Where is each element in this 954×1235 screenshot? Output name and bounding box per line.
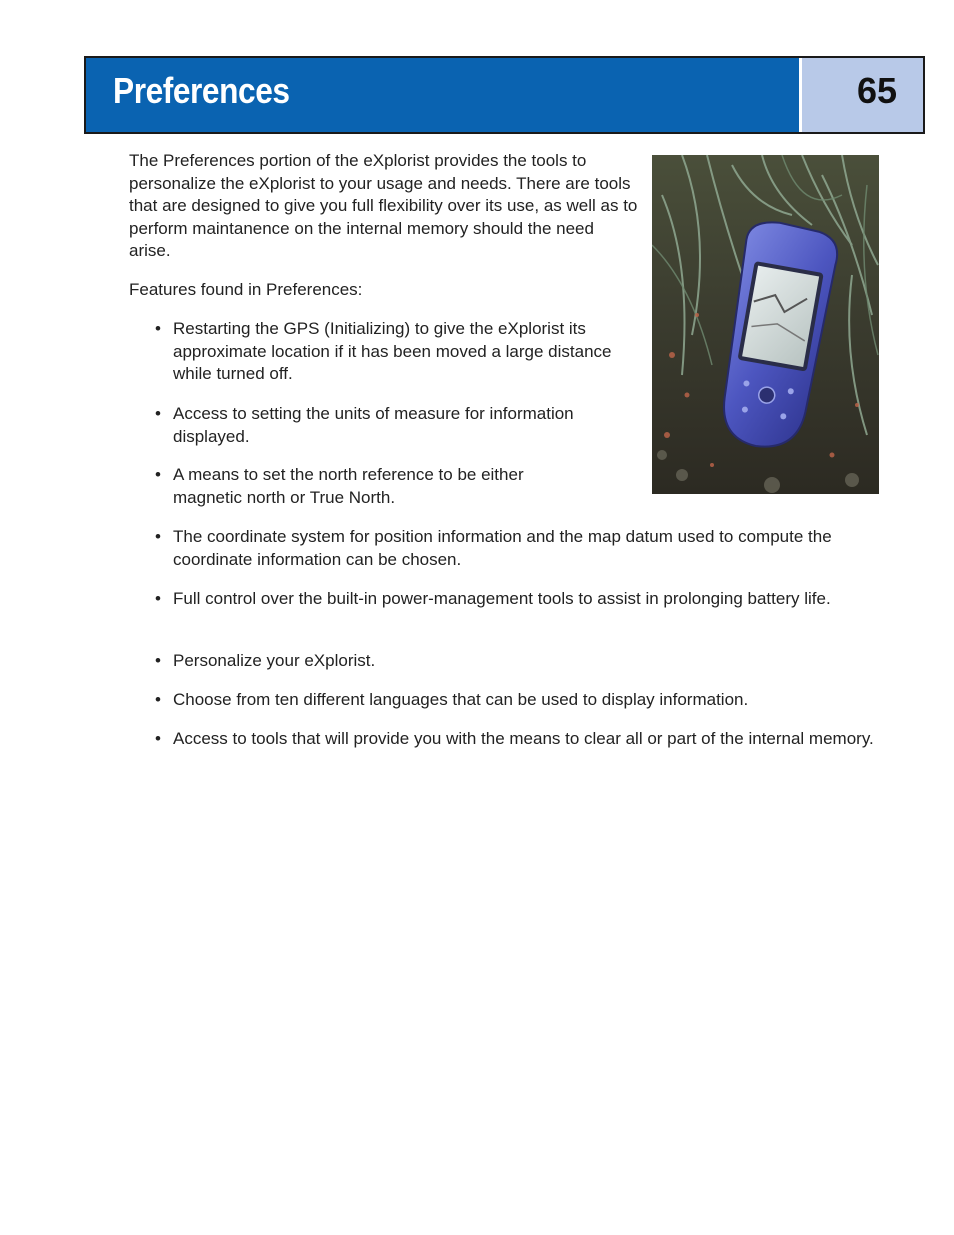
bullet-dot: •	[155, 589, 161, 608]
bullet-dot: •	[155, 319, 161, 338]
bullet-dot: •	[155, 404, 161, 423]
intro-paragraph: The Preferences portion of the eXplorist provides the tools to personalize the eXplorist to your usage and needs. There are tools that are designed to give you full flexibility over its use, as well as to perform maintanence on the internal memory should the need arise.	[129, 151, 638, 260]
bullet-dot: •	[155, 465, 161, 484]
list-item-text: Restarting the GPS (Initializing) to give the eXplorist its approximate location if it has been moved a large distance while turned off.	[173, 319, 612, 383]
list-item-text: Full control over the built-in power-management tools to assist in prolonging battery life.	[173, 589, 831, 608]
bullet-dot: •	[155, 651, 161, 670]
list-item	[155, 318, 633, 386]
page-title: Preferences	[113, 70, 290, 111]
list-item-text: The coordinate system for position information and the map datum used to compute the coordinate information can be chosen.	[173, 527, 832, 569]
bullet-dot: •	[155, 690, 161, 709]
list-item	[155, 403, 633, 448]
page-number: 65	[856, 70, 897, 111]
gps-photo-illustration	[652, 155, 879, 494]
list-item	[155, 526, 880, 571]
features-label: Features found in Preferences:	[129, 280, 363, 299]
header-number-box	[802, 58, 923, 132]
bullet-dot: •	[155, 729, 161, 748]
list-item-text: Access to tools that will provide you with the means to clear all or part of the internal memory.	[173, 729, 874, 748]
list-item	[155, 464, 585, 509]
list-item-text: A means to set the north reference to be either magnetic north or True North.	[173, 465, 524, 507]
list-item	[155, 689, 880, 712]
list-item	[155, 588, 880, 611]
list-item-text: Personalize your eXplorist.	[173, 651, 376, 670]
list-item-text: Choose from ten different languages that can be used to display information.	[173, 690, 749, 709]
list-item	[155, 650, 880, 673]
header-title-box	[86, 58, 799, 132]
gps-device-photo	[652, 155, 879, 494]
list-item	[155, 728, 880, 751]
page-header	[84, 56, 925, 134]
list-item-text: Access to setting the units of measure for information displayed.	[173, 404, 574, 446]
bullet-dot: •	[155, 527, 161, 546]
